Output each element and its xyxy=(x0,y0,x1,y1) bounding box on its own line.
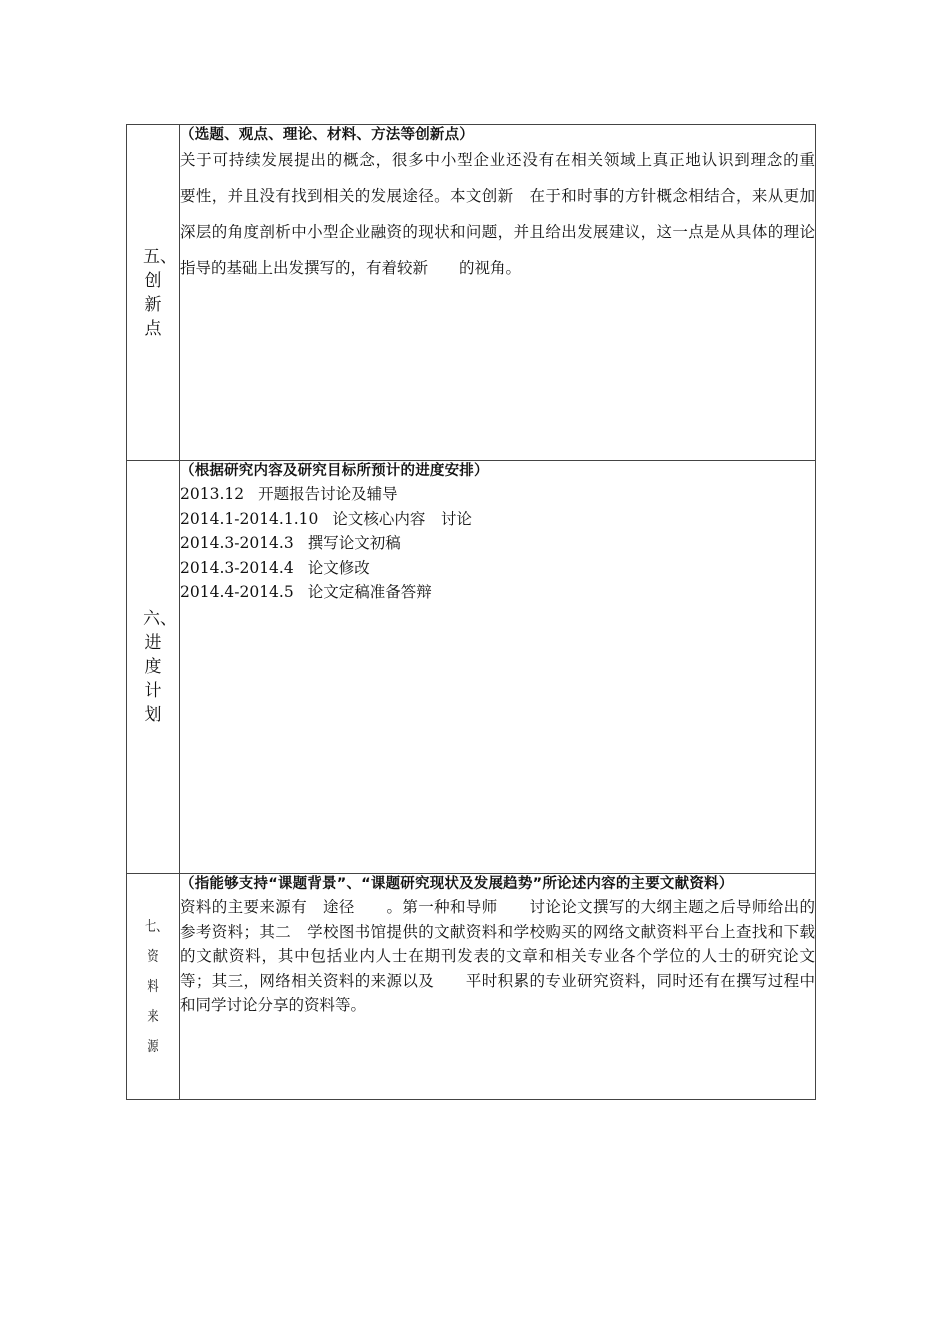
schedule-hint: （根据研究内容及研究目标所预计的进度安排） xyxy=(180,463,489,479)
schedule-item xyxy=(180,531,815,556)
innovation-label-cell xyxy=(127,125,180,461)
schedule-task: 论文核心内容 讨论 xyxy=(332,509,472,528)
schedule-date: 2014.1-2014.1.10 xyxy=(180,509,319,528)
schedule-date: 2014.3-2014.4 xyxy=(180,558,294,577)
schedule-content-cell xyxy=(180,461,816,874)
schedule-item xyxy=(180,507,815,532)
innovation-row xyxy=(127,125,816,461)
proposal-form-table xyxy=(126,124,847,1100)
schedule-list xyxy=(180,482,815,605)
innovation-content-cell xyxy=(180,125,847,461)
schedule-item xyxy=(180,580,815,605)
sources-paragraph: 资料的主要来源有 途径 。第一种和导师 讨论论文撰写的大纲主题之后导师给出的参考资料；其二 学校图书馆提供的文献资料和学校购买的网络文献资料平台上查找和下载的文献资料，其中包括业内人士在期刊发表的文章和相关专业各个学位的人士的研究论文等；其三，网络相关资料的来源以及 平时积累的专业研究资料，同时还有在撰写过程中和同学讨论分享的资料等。 xyxy=(180,898,815,1014)
sources-content-cell xyxy=(180,874,816,1100)
schedule-date: 2014.3-2014.3 xyxy=(180,534,294,552)
sources-label: 七、资料来源 xyxy=(145,918,168,1055)
schedule-date: 2014.4-2014.5 xyxy=(180,583,294,601)
innovation-paragraph: 关于可持续发展提出的概念，很多中小型企业还没有在相关领域上真正地认识到理念的重 要性，并且没有找到相关的发展途径。本文创新 在于和时事的方针概念相结合，来从更加深层的角度剖析中小型企业融资的现状和问题，并且给出发展建议，这一点是从具体的理论指导的基础上出发撰写的，有着较新 的视角。 xyxy=(180,151,847,277)
sources-label-cell xyxy=(127,874,180,1100)
sources-row xyxy=(127,874,816,1100)
schedule-label: 六、进度计划 xyxy=(143,609,177,725)
schedule-label-cell xyxy=(127,461,180,874)
innovation-hint: （选题、观点、理论、材料、方法等创新点） xyxy=(180,127,474,143)
innovation-label: 五、创新点 xyxy=(143,246,177,339)
schedule-task: 撰写论文初稿 xyxy=(307,534,401,552)
sources-hint: （指能够支持“课题背景”、“课题研究现状及发展趋势”所论述内容的主要文献资料） xyxy=(180,876,734,892)
schedule-task: 论文定稿准备答辩 xyxy=(307,583,432,601)
schedule-item xyxy=(180,482,815,507)
schedule-date: 2013.12 xyxy=(180,485,245,503)
schedule-item xyxy=(180,556,815,581)
schedule-task: 论文修改 xyxy=(307,558,370,577)
schedule-row xyxy=(127,461,816,874)
schedule-task: 开题报告讨论及辅导 xyxy=(258,485,398,503)
